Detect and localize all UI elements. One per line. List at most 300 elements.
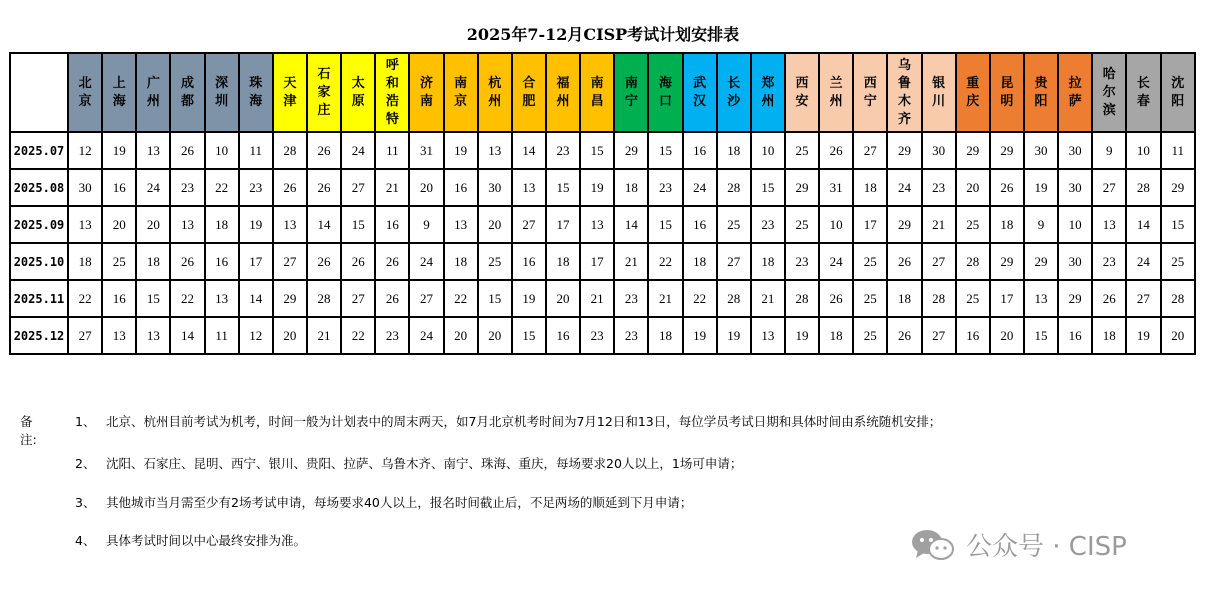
city-header-char: 京	[454, 93, 468, 109]
city-header-char: 原	[351, 93, 365, 109]
city-header-char: 沙	[727, 93, 741, 109]
exam-date-cell: 17	[580, 243, 614, 280]
exam-date-cell: 15	[1024, 317, 1058, 354]
exam-date-cell: 11	[205, 317, 239, 354]
city-header	[273, 53, 307, 132]
city-header	[1024, 53, 1058, 132]
exam-date-cell: 24	[683, 169, 717, 206]
exam-date-cell: 13	[136, 132, 170, 169]
exam-date-cell: 19	[1024, 169, 1058, 206]
city-header-char: 宁	[863, 93, 877, 109]
exam-date-cell: 28	[1126, 169, 1160, 206]
exam-date-cell: 16	[546, 317, 580, 354]
city-header-char: 乌	[897, 57, 911, 73]
city-header-char: 太	[351, 75, 365, 91]
city-header-char: 杭	[488, 75, 502, 91]
city-header	[1058, 53, 1092, 132]
exam-date-cell: 18	[68, 243, 102, 280]
exam-date-cell: 18	[546, 243, 580, 280]
city-header	[1161, 53, 1196, 132]
exam-date-cell: 18	[887, 280, 921, 317]
exam-date-cell: 15	[512, 317, 546, 354]
exam-schedule-table	[9, 52, 1196, 355]
exam-date-cell: 17	[990, 280, 1024, 317]
table-row	[10, 132, 1195, 169]
city-header-char: 海	[112, 93, 126, 109]
month-label: 2025.11	[10, 280, 68, 317]
exam-date-cell: 18	[683, 243, 717, 280]
exam-date-cell: 11	[239, 132, 273, 169]
city-header-char: 和	[385, 75, 399, 91]
table-row	[10, 317, 1195, 354]
exam-date-cell: 26	[887, 317, 921, 354]
exam-date-cell: 26	[887, 243, 921, 280]
note-number: 1、	[75, 414, 96, 429]
exam-date-cell: 21	[751, 280, 785, 317]
exam-date-cell: 12	[68, 132, 102, 169]
exam-date-cell: 11	[375, 132, 409, 169]
exam-date-cell: 25	[956, 206, 990, 243]
month-label: 2025.12	[10, 317, 68, 354]
exam-date-cell: 28	[717, 280, 751, 317]
exam-date-cell: 26	[170, 243, 204, 280]
exam-date-cell: 17	[546, 206, 580, 243]
city-header-char: 汉	[693, 93, 707, 109]
exam-date-cell: 20	[136, 206, 170, 243]
exam-date-cell: 18	[136, 243, 170, 280]
exam-date-cell: 25	[478, 243, 512, 280]
exam-date-cell: 9	[409, 206, 443, 243]
city-header-char: 齐	[897, 111, 911, 127]
city-header-char: 津	[283, 93, 297, 109]
city-header-char: 广	[146, 75, 160, 91]
city-header	[205, 53, 239, 132]
city-header	[512, 53, 546, 132]
exam-date-cell: 20	[102, 206, 136, 243]
city-header-char: 圳	[215, 93, 229, 109]
city-header	[170, 53, 204, 132]
exam-date-cell: 29	[887, 132, 921, 169]
exam-date-cell: 13	[580, 206, 614, 243]
exam-date-cell: 20	[546, 280, 580, 317]
city-header-char: 石	[317, 66, 331, 82]
exam-date-cell: 16	[512, 243, 546, 280]
exam-date-cell: 15	[136, 280, 170, 317]
table-corner-cell	[10, 53, 68, 132]
exam-date-cell: 27	[853, 132, 887, 169]
table-body	[10, 132, 1195, 354]
exam-date-cell: 19	[512, 280, 546, 317]
exam-date-cell: 22	[68, 280, 102, 317]
exam-date-cell: 18	[990, 206, 1024, 243]
exam-date-cell: 18	[751, 243, 785, 280]
city-header-char: 上	[112, 75, 126, 91]
exam-date-cell: 15	[341, 206, 375, 243]
exam-date-cell: 24	[819, 243, 853, 280]
city-header	[956, 53, 990, 132]
exam-date-cell: 15	[648, 206, 682, 243]
exam-date-cell: 23	[170, 169, 204, 206]
exam-date-cell: 10	[819, 206, 853, 243]
city-header	[239, 53, 273, 132]
exam-date-cell: 24	[409, 317, 443, 354]
exam-date-cell: 13	[1092, 206, 1126, 243]
exam-date-cell: 20	[273, 317, 307, 354]
city-header	[751, 53, 785, 132]
exam-date-cell: 19	[580, 169, 614, 206]
exam-date-cell: 25	[1161, 243, 1196, 280]
exam-date-cell: 27	[341, 169, 375, 206]
exam-date-cell: 20	[956, 169, 990, 206]
exam-date-cell: 28	[717, 169, 751, 206]
exam-date-cell: 10	[1058, 206, 1092, 243]
exam-date-cell: 16	[1058, 317, 1092, 354]
exam-date-cell: 27	[512, 206, 546, 243]
exam-date-cell: 26	[990, 169, 1024, 206]
city-header-char: 长	[727, 75, 741, 91]
exam-date-cell: 26	[341, 243, 375, 280]
note-number: 4、	[75, 533, 96, 548]
notes-prefix: 备注:	[20, 414, 37, 447]
exam-date-cell: 21	[307, 317, 341, 354]
city-header-char: 昆	[1000, 75, 1014, 91]
exam-date-cell: 11	[1161, 132, 1196, 169]
exam-date-cell: 13	[170, 206, 204, 243]
exam-date-cell: 22	[341, 317, 375, 354]
exam-date-cell: 15	[648, 132, 682, 169]
exam-date-cell: 13	[512, 169, 546, 206]
city-header-char: 州	[761, 93, 775, 109]
exam-date-cell: 28	[956, 243, 990, 280]
city-header-char: 西	[795, 75, 809, 91]
exam-date-cell: 20	[1161, 317, 1196, 354]
exam-date-cell: 18	[1092, 317, 1126, 354]
exam-date-cell: 16	[205, 243, 239, 280]
city-header-char: 南	[419, 93, 433, 109]
city-header-char: 京	[78, 93, 92, 109]
exam-date-cell: 20	[990, 317, 1024, 354]
exam-date-cell: 19	[683, 317, 717, 354]
city-header-char: 长	[1136, 75, 1150, 91]
exam-date-cell: 23	[648, 169, 682, 206]
city-header-char: 口	[658, 93, 672, 109]
city-header-char: 武	[693, 75, 707, 91]
city-header-char: 合	[522, 75, 536, 91]
exam-date-cell: 27	[922, 317, 956, 354]
exam-date-cell: 23	[239, 169, 273, 206]
city-header	[819, 53, 853, 132]
exam-date-cell: 13	[273, 206, 307, 243]
exam-date-cell: 16	[683, 206, 717, 243]
city-header-char: 沈	[1171, 75, 1185, 91]
exam-date-cell: 14	[614, 206, 648, 243]
exam-date-cell: 15	[546, 169, 580, 206]
exam-date-cell: 23	[546, 132, 580, 169]
exam-date-cell: 18	[205, 206, 239, 243]
exam-date-cell: 20	[409, 169, 443, 206]
city-header-char: 安	[795, 93, 809, 109]
exam-date-cell: 27	[1092, 169, 1126, 206]
exam-date-cell: 16	[444, 169, 478, 206]
exam-date-cell: 24	[409, 243, 443, 280]
exam-date-cell: 13	[205, 280, 239, 317]
exam-date-cell: 27	[341, 280, 375, 317]
city-header-char: 春	[1136, 93, 1150, 109]
city-header-char: 木	[897, 93, 911, 109]
city-header-char: 成	[180, 75, 194, 91]
watermark	[910, 526, 1127, 563]
city-header-char: 重	[966, 75, 980, 91]
exam-date-cell: 21	[648, 280, 682, 317]
exam-date-cell: 31	[409, 132, 443, 169]
city-header	[717, 53, 751, 132]
city-header-char: 海	[658, 75, 672, 91]
exam-date-cell: 27	[717, 243, 751, 280]
exam-date-cell: 30	[478, 169, 512, 206]
month-label: 2025.10	[10, 243, 68, 280]
exam-date-cell: 14	[239, 280, 273, 317]
exam-date-cell: 14	[170, 317, 204, 354]
city-header	[102, 53, 136, 132]
exam-date-cell: 25	[785, 206, 819, 243]
exam-date-cell: 14	[307, 206, 341, 243]
city-header-char: 特	[385, 111, 399, 127]
city-header-char: 阳	[1034, 93, 1048, 109]
exam-date-cell: 12	[239, 317, 273, 354]
month-label: 2025.08	[10, 169, 68, 206]
note-text: 沈阳、石家庄、昆明、西宁、银川、贵阳、拉萨、乌鲁木齐、南宁、珠海、重庆，每场要求20人以上，1场可申请；	[106, 456, 743, 471]
exam-date-cell: 20	[478, 317, 512, 354]
exam-date-cell: 26	[1092, 280, 1126, 317]
exam-date-cell: 29	[990, 243, 1024, 280]
table-row	[10, 206, 1195, 243]
city-header-char: 宁	[624, 93, 638, 109]
city-header	[444, 53, 478, 132]
exam-date-cell: 26	[819, 280, 853, 317]
exam-date-cell: 15	[580, 132, 614, 169]
table-row	[10, 280, 1195, 317]
exam-date-cell: 25	[853, 317, 887, 354]
city-header-char: 庄	[317, 102, 331, 118]
exam-date-cell: 19	[1126, 317, 1160, 354]
exam-date-cell: 29	[614, 132, 648, 169]
exam-date-cell: 22	[205, 169, 239, 206]
exam-date-cell: 19	[239, 206, 273, 243]
exam-date-cell: 13	[444, 206, 478, 243]
exam-date-cell: 30	[1058, 132, 1092, 169]
note-number: 2、	[75, 456, 96, 471]
city-header	[409, 53, 443, 132]
city-header-char: 海	[249, 93, 263, 109]
city-header-char: 南	[590, 75, 604, 91]
exam-date-cell: 26	[375, 280, 409, 317]
city-header-char: 浩	[385, 93, 399, 109]
note-text: 北京、杭州目前考试为机考，时间一般为计划表中的周末两天，如7月北京机考时间为7月12日和13日，每位学员考试日期和具体时间由系统随机安排；	[106, 414, 942, 429]
exam-date-cell: 24	[341, 132, 375, 169]
exam-date-cell: 16	[683, 132, 717, 169]
city-header-char: 南	[454, 75, 468, 91]
exam-date-cell: 30	[1024, 132, 1058, 169]
city-header-char: 珠	[249, 75, 263, 91]
exam-date-cell: 9	[1092, 132, 1126, 169]
exam-date-cell: 16	[102, 280, 136, 317]
exam-date-cell: 13	[751, 317, 785, 354]
city-header-char: 西	[863, 75, 877, 91]
exam-date-cell: 16	[956, 317, 990, 354]
exam-date-cell: 13	[68, 206, 102, 243]
exam-date-cell: 28	[1161, 280, 1196, 317]
exam-date-cell: 18	[853, 169, 887, 206]
exam-date-cell: 29	[1161, 169, 1196, 206]
city-header-char: 昌	[590, 93, 604, 109]
exam-date-cell: 29	[273, 280, 307, 317]
exam-date-cell: 18	[614, 169, 648, 206]
table-row	[10, 169, 1195, 206]
city-header	[683, 53, 717, 132]
city-header	[785, 53, 819, 132]
exam-date-cell: 26	[273, 169, 307, 206]
exam-date-cell: 28	[273, 132, 307, 169]
exam-date-cell: 23	[614, 317, 648, 354]
exam-date-cell: 29	[887, 206, 921, 243]
city-header	[68, 53, 102, 132]
exam-date-cell: 28	[922, 280, 956, 317]
exam-date-cell: 23	[1092, 243, 1126, 280]
city-header	[990, 53, 1024, 132]
city-header-char: 阳	[1171, 93, 1185, 109]
exam-date-cell: 15	[751, 169, 785, 206]
city-header	[375, 53, 409, 132]
exam-date-cell: 19	[717, 317, 751, 354]
month-label: 2025.09	[10, 206, 68, 243]
exam-date-cell: 30	[1058, 169, 1092, 206]
exam-date-cell: 23	[375, 317, 409, 354]
exam-date-cell: 26	[307, 243, 341, 280]
exam-date-cell: 28	[785, 280, 819, 317]
watermark-text: 公众号 · CISP	[966, 532, 1127, 562]
city-header-char: 滨	[1102, 102, 1116, 118]
exam-date-cell: 21	[580, 280, 614, 317]
city-header-char: 兰	[829, 75, 843, 91]
exam-date-cell: 9	[1024, 206, 1058, 243]
note-text: 具体考试时间以中心最终安排为准。	[106, 533, 307, 548]
city-header-char: 州	[488, 93, 502, 109]
city-header-char: 哈	[1102, 66, 1116, 82]
exam-date-cell: 21	[375, 169, 409, 206]
exam-date-cell: 25	[102, 243, 136, 280]
exam-date-cell: 19	[102, 132, 136, 169]
exam-date-cell: 13	[102, 317, 136, 354]
city-header-char: 贵	[1034, 75, 1048, 91]
exam-date-cell: 29	[1024, 243, 1058, 280]
city-header	[478, 53, 512, 132]
exam-date-cell: 25	[853, 280, 887, 317]
exam-date-cell: 18	[648, 317, 682, 354]
exam-date-cell: 29	[1058, 280, 1092, 317]
exam-date-cell: 14	[512, 132, 546, 169]
exam-date-cell: 13	[1024, 280, 1058, 317]
city-header-char: 深	[215, 75, 229, 91]
city-header	[1126, 53, 1160, 132]
city-header	[614, 53, 648, 132]
exam-date-cell: 24	[1126, 243, 1160, 280]
exam-date-cell: 18	[444, 243, 478, 280]
exam-date-cell: 30	[1058, 243, 1092, 280]
exam-date-cell: 17	[853, 206, 887, 243]
exam-date-cell: 26	[307, 132, 341, 169]
table-row	[10, 243, 1195, 280]
city-header-char: 天	[283, 75, 297, 91]
exam-date-cell: 23	[922, 169, 956, 206]
exam-date-cell: 18	[819, 317, 853, 354]
exam-date-cell: 19	[785, 317, 819, 354]
exam-date-cell: 22	[170, 280, 204, 317]
exam-date-cell: 26	[307, 169, 341, 206]
exam-date-cell: 16	[102, 169, 136, 206]
city-header	[580, 53, 614, 132]
exam-date-cell: 27	[273, 243, 307, 280]
exam-date-cell: 27	[68, 317, 102, 354]
exam-date-cell: 23	[580, 317, 614, 354]
exam-date-cell: 27	[409, 280, 443, 317]
city-header-char: 拉	[1068, 75, 1082, 91]
exam-date-cell: 14	[1126, 206, 1160, 243]
exam-date-cell: 18	[717, 132, 751, 169]
city-header-char: 州	[829, 93, 843, 109]
city-header-char: 北	[78, 75, 92, 91]
exam-date-cell: 10	[1126, 132, 1160, 169]
exam-date-cell: 23	[751, 206, 785, 243]
exam-date-cell: 21	[922, 206, 956, 243]
exam-date-cell: 26	[819, 132, 853, 169]
city-header-char: 银	[932, 75, 946, 91]
city-header-char: 南	[624, 75, 638, 91]
city-header-char: 家	[317, 84, 331, 100]
city-header-char: 庆	[966, 93, 980, 109]
city-header-char: 呼	[385, 57, 399, 73]
note-text: 其他城市当月需至少有2场考试申请，每场要求40人以上，报名时间截止后，不足两场的顺延到下月申请；	[106, 495, 693, 510]
exam-date-cell: 20	[444, 317, 478, 354]
exam-date-cell: 10	[751, 132, 785, 169]
city-header	[887, 53, 921, 132]
exam-date-cell: 24	[136, 169, 170, 206]
exam-date-cell: 27	[1126, 280, 1160, 317]
exam-date-cell: 23	[614, 280, 648, 317]
city-header	[546, 53, 580, 132]
exam-date-cell: 29	[956, 132, 990, 169]
exam-date-cell: 19	[444, 132, 478, 169]
city-header-char: 州	[146, 93, 160, 109]
exam-date-cell: 16	[375, 206, 409, 243]
city-header	[853, 53, 887, 132]
exam-date-cell: 22	[444, 280, 478, 317]
city-header-char: 川	[932, 93, 946, 109]
exam-date-cell: 20	[478, 206, 512, 243]
city-header	[136, 53, 170, 132]
city-header-char: 鲁	[897, 75, 911, 91]
exam-date-cell: 25	[717, 206, 751, 243]
city-header-char: 郑	[761, 75, 775, 91]
exam-date-cell: 23	[785, 243, 819, 280]
city-header	[922, 53, 956, 132]
exam-date-cell: 30	[922, 132, 956, 169]
city-header-char: 州	[556, 93, 570, 109]
exam-date-cell: 29	[990, 132, 1024, 169]
exam-date-cell: 26	[170, 132, 204, 169]
exam-date-cell: 13	[478, 132, 512, 169]
exam-date-cell: 28	[307, 280, 341, 317]
exam-date-cell: 17	[239, 243, 273, 280]
